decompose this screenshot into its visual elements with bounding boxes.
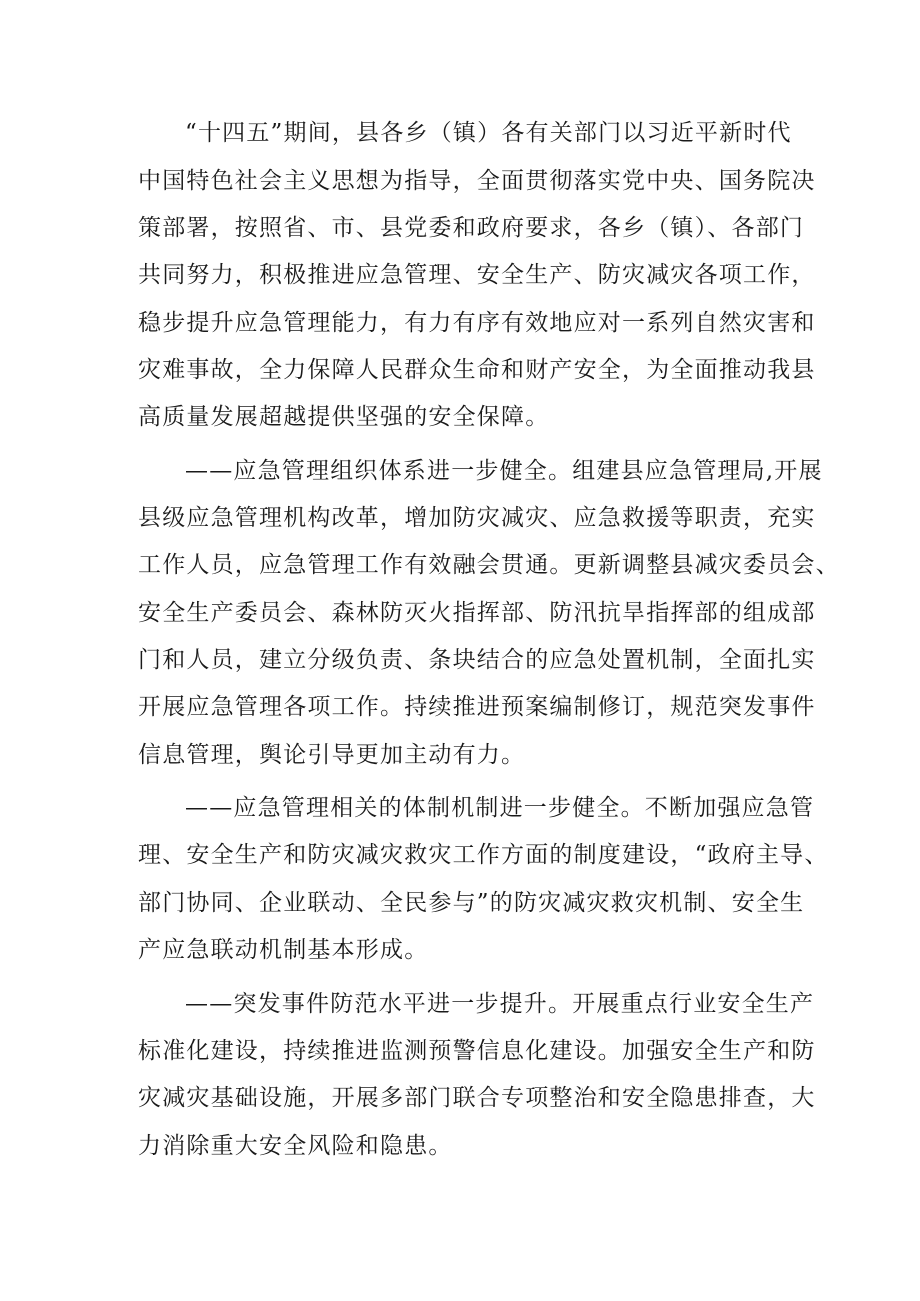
text-line: 标准化建设，持续推进监测预警信息化建设。加强安全生产和防 (138, 1038, 816, 1064)
text-line: 策部署，按照省、市、县党委和政府要求，各乡（镇）、各部门 (138, 215, 805, 241)
text-line: ——突发事件防范水平进一步提升。开展重点行业安全生产 (185, 991, 815, 1017)
text-line: 灾减灾基础设施，开展多部门联合专项整治和安全隐患排查，大 (138, 1085, 816, 1111)
text-line: 中国特色社会主义思想为指导，全面贯彻落实党中央、国务院决 (138, 168, 816, 194)
text-line: 开展应急管理各项工作。持续推进预案编制修订，规范突发事件 (138, 694, 816, 720)
text-line: ——应急管理组织体系进一步健全。组建县应急管理局,开展 (185, 458, 823, 484)
text-line: 县级应急管理机构改革，增加防灾减灾、应急救援等职责，充实 (138, 505, 816, 531)
text-line: 安全生产委员会、森林防灭火指挥部、防汛抗旱指挥部的组成部 (138, 600, 816, 626)
text-line: 稳步提升应急管理能力，有力有序有效地应对一系列自然灾害和 (138, 310, 816, 336)
text-line: “十四五”期间，县各乡（镇）各有关部门以习近平新时代 (185, 120, 792, 146)
text-line: 灾难事故，全力保障人民群众生命和财产安全，为全面推动我县 (138, 357, 816, 383)
text-line: 共同努力，积极推进应急管理、安全生产、防灾减灾各项工作， (138, 262, 816, 288)
text-line: 高质量发展超越提供坚强的安全保障。 (138, 404, 550, 430)
text-line: 工作人员，应急管理工作有效融会贯通。更新调整县减灾委员会、 (138, 552, 840, 578)
text-line: ——应急管理相关的体制机制进一步健全。不断加强应急管 (185, 795, 815, 821)
text-line: 理、安全生产和防灾减灾救灾工作方面的制度建设，“政府主导、 (138, 842, 829, 868)
text-line: 门和人员，建立分级负责、条块结合的应急处置机制，全面扎实 (138, 647, 816, 673)
text-line: 部门协同、企业联动、全民参与”的防灾减灾救灾机制、安全生 (138, 890, 805, 916)
text-line: 产应急联动机制基本形成。 (138, 937, 429, 963)
text-line: 力消除重大安全风险和隐患。 (138, 1133, 453, 1159)
text-line: 信息管理，舆论引导更加主动有力。 (138, 742, 526, 768)
